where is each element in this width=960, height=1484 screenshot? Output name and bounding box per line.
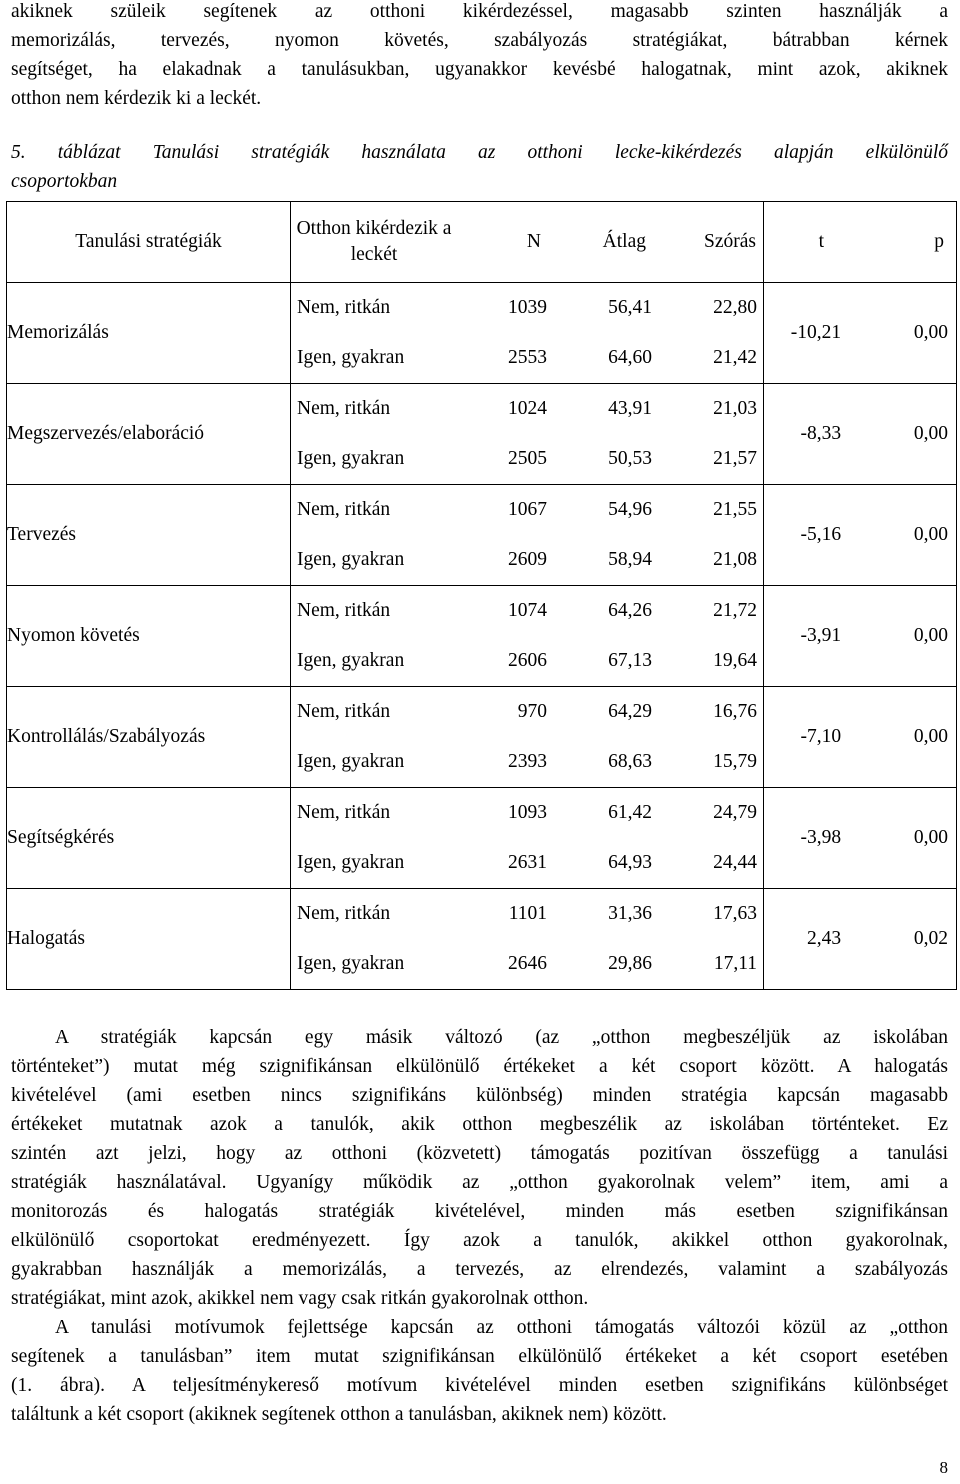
group-label: Nem, ritkán [297, 398, 391, 419]
table-header-row [7, 202, 957, 283]
groups-cell [291, 485, 764, 586]
strategy-cell: Nyomon követés [7, 586, 291, 687]
para2-line: A tanulási motívumok fejlettsége kapcsán az otthoni támogatás változói közül az „otthon [55, 1317, 948, 1338]
groups-cell [291, 889, 764, 990]
table-row [7, 889, 957, 990]
mean-value: 56,41 [608, 297, 652, 318]
para1-line: elkülönülő csoportokat eredményezett. Így azok a tanulók, akikkel otthon gyakorolnak, [11, 1230, 948, 1251]
sd-value: 15,79 [713, 751, 757, 772]
group-line [291, 384, 763, 434]
mean-value: 54,96 [608, 499, 652, 520]
p-value: 0,02 [913, 928, 948, 949]
n-value: 2393 [508, 751, 547, 772]
table-row [7, 586, 957, 687]
group-label: Igen, gyakran [297, 751, 405, 772]
para1-line: kivételével (ami esetben nincs szignifikáns különbség) minden stratégia kapcsán magasabb [11, 1085, 948, 1106]
t-value: -5,16 [800, 524, 842, 545]
groups-cell [291, 384, 764, 485]
group-line [291, 889, 763, 939]
t-value: -7,10 [800, 726, 842, 747]
strategy-cell: Halogatás [7, 889, 291, 990]
group-line [291, 283, 763, 333]
group-line [291, 434, 763, 484]
group-line [291, 737, 763, 787]
p-value: 0,00 [913, 625, 948, 646]
group-label: Igen, gyakran [297, 549, 405, 570]
para1-line: monitorozás és halogatás stratégiák kivételével, minden más esetben szignifikánsan [11, 1201, 948, 1222]
group-line [291, 636, 763, 686]
mean-value: 67,13 [608, 650, 652, 671]
p-value: 0,00 [913, 827, 948, 848]
strategy-cell: Tervezés [7, 485, 291, 586]
mean-value: 50,53 [608, 448, 652, 469]
group-line [291, 586, 763, 636]
t-value: -3,91 [800, 625, 842, 646]
para2-line: segítenek a tanulásban” item mutat szignifikánsan elkülönülő értékeket a két csoport esetében [11, 1346, 948, 1367]
n-value: 2646 [508, 953, 547, 974]
group-line [291, 485, 763, 535]
paragraph-2 [11, 1313, 948, 1429]
mean-value: 64,93 [608, 852, 652, 873]
para1-line: történteket”) mutat még szignifikánsan elkülönülő értékeket a két csoport között. A halogatás [11, 1056, 948, 1077]
n-value: 1074 [508, 600, 547, 621]
group-label: Nem, ritkán [297, 701, 391, 722]
n-value: 1024 [508, 398, 547, 419]
groups-cell [291, 586, 764, 687]
p-value: 0,00 [913, 524, 948, 545]
caption-line: 5. táblázat Tanulási stratégiák használata az otthoni lecke-kikérdezés alapján elkülönülő [11, 142, 948, 163]
table-row [7, 687, 957, 788]
mean-value: 64,29 [608, 701, 652, 722]
para1-line: stratégiák használatával. Ugyanígy működik az „otthon gyakorolnak velem” item, ami a [11, 1172, 948, 1193]
intro-paragraph [11, 0, 948, 113]
intro-line: akiknek szüleik segítenek az otthoni kikérdezéssel, magasabb szinten használják a [11, 1, 948, 22]
n-value: 2631 [508, 852, 547, 873]
intro-line: memorizálás, tervezés, nyomon követés, szabályozás stratégiákat, bátrabban kérnek [11, 30, 948, 51]
para2-line: találtunk a két csoport (akiknek segítenek otthon a tanulásban, akiknek nem) között. [11, 1404, 667, 1425]
mean-value: 68,63 [608, 751, 652, 772]
sd-value: 21,55 [713, 499, 757, 520]
group-line [291, 687, 763, 737]
n-value: 2505 [508, 448, 547, 469]
mean-value: 64,26 [608, 600, 652, 621]
sd-value: 21,08 [713, 549, 757, 570]
header-p: p [934, 231, 944, 252]
sd-value: 16,76 [713, 701, 757, 722]
groups-cell [291, 687, 764, 788]
n-value: 2606 [508, 650, 547, 671]
stats-cell [764, 283, 957, 384]
para1-line: gyakrabban használják a memorizálás, a tervezés, az elrendezés, valamint a szabályozás [11, 1259, 948, 1280]
stats-cell [764, 889, 957, 990]
strategy-cell: Memorizálás [7, 283, 291, 384]
t-value: 2,43 [807, 928, 842, 949]
sd-value: 21,72 [713, 600, 757, 621]
para2-line: (1. ábra). A teljesítménykereső motívum kivételével minden esetben szignifikáns különbséget [11, 1375, 948, 1396]
para1-line: A stratégiák kapcsán egy másik változó (az „otthon megbeszéljük az iskolában [55, 1027, 948, 1048]
para1-line: szintén azt jelzi, hogy az otthoni (közvetett) támogatás pozitívan összefügg a tanulási [11, 1143, 948, 1164]
header-sd: Szórás [704, 231, 756, 252]
para1-line: stratégiákat, mint azok, akikkel nem vagy csak ritkán gyakorolnak otthon. [11, 1288, 589, 1309]
sd-value: 24,79 [713, 802, 757, 823]
header-otthon: Otthon kikérdezik a leckét [296, 218, 452, 265]
page-number: 8 [939, 1458, 948, 1477]
mean-value: 31,36 [608, 903, 652, 924]
sd-value: 17,11 [713, 953, 757, 974]
mean-value: 29,86 [608, 953, 652, 974]
groups-cell [291, 283, 764, 384]
intro-line: otthon nem kérdezik ki a leckét. [11, 88, 262, 109]
table-row [7, 788, 957, 889]
n-value: 1093 [508, 802, 547, 823]
table-row [7, 384, 957, 485]
intro-line: segítséget, ha elakadnak a tanulásukban, ugyanakkor kevésbé halogatnak, mint azok, akiknek [11, 59, 948, 80]
t-value: -8,33 [800, 423, 842, 444]
caption-line: csoportokban [11, 171, 118, 192]
mean-value: 43,91 [608, 398, 652, 419]
n-value: 1039 [508, 297, 547, 318]
paragraph-1 [11, 1023, 948, 1313]
stats-cell [764, 485, 957, 586]
stats-cell [764, 788, 957, 889]
p-value: 0,00 [913, 423, 948, 444]
sd-value: 19,64 [713, 650, 757, 671]
group-label: Nem, ritkán [297, 802, 391, 823]
p-value: 0,00 [913, 322, 948, 343]
p-value: 0,00 [913, 726, 948, 747]
n-value: 2553 [508, 347, 547, 368]
group-label: Nem, ritkán [297, 903, 391, 924]
stats-cell [764, 687, 957, 788]
group-label: Igen, gyakran [297, 448, 405, 469]
group-line [291, 788, 763, 838]
strategy-cell: Megszervezés/elaboráció [7, 384, 291, 485]
header-mean: Átlag [602, 231, 646, 252]
group-line [291, 838, 763, 888]
t-value: -3,98 [800, 827, 842, 848]
stats-cell [764, 384, 957, 485]
strategy-cell: Kontrollálás/Szabályozás [7, 687, 291, 788]
strategies-table [6, 201, 957, 990]
n-value: 2609 [508, 549, 547, 570]
mean-value: 58,94 [608, 549, 652, 570]
sd-value: 17,63 [713, 903, 757, 924]
group-label: Igen, gyakran [297, 347, 405, 368]
sd-value: 24,44 [713, 852, 757, 873]
sd-value: 21,03 [713, 398, 757, 419]
header-n: N [526, 231, 541, 252]
strategy-cell: Segítségkérés [7, 788, 291, 889]
group-line [291, 535, 763, 585]
group-label: Igen, gyakran [297, 953, 405, 974]
header-t: t [818, 231, 824, 252]
table-caption [11, 138, 948, 196]
n-value: 970 [517, 701, 547, 722]
group-line [291, 939, 763, 989]
group-label: Igen, gyakran [297, 852, 405, 873]
n-value: 1067 [508, 499, 547, 520]
sd-value: 21,57 [713, 448, 757, 469]
table-row [7, 283, 957, 384]
group-label: Nem, ritkán [297, 600, 391, 621]
group-label: Nem, ritkán [297, 499, 391, 520]
n-value: 1101 [508, 903, 547, 924]
mean-value: 64,60 [608, 347, 652, 368]
para1-line: értékeket mutatnak azok a tanulók, akik otthon megbeszélik az iskolában történteket. Ez [11, 1114, 948, 1135]
group-label: Igen, gyakran [297, 650, 405, 671]
t-value: -10,21 [790, 322, 842, 343]
mean-value: 61,42 [608, 802, 652, 823]
sd-value: 21,42 [713, 347, 757, 368]
header-strategy: Tanulási stratégiák [7, 202, 291, 283]
sd-value: 22,80 [713, 297, 757, 318]
group-label: Nem, ritkán [297, 297, 391, 318]
stats-cell [764, 586, 957, 687]
groups-cell [291, 788, 764, 889]
table-row [7, 485, 957, 586]
group-line [291, 333, 763, 383]
